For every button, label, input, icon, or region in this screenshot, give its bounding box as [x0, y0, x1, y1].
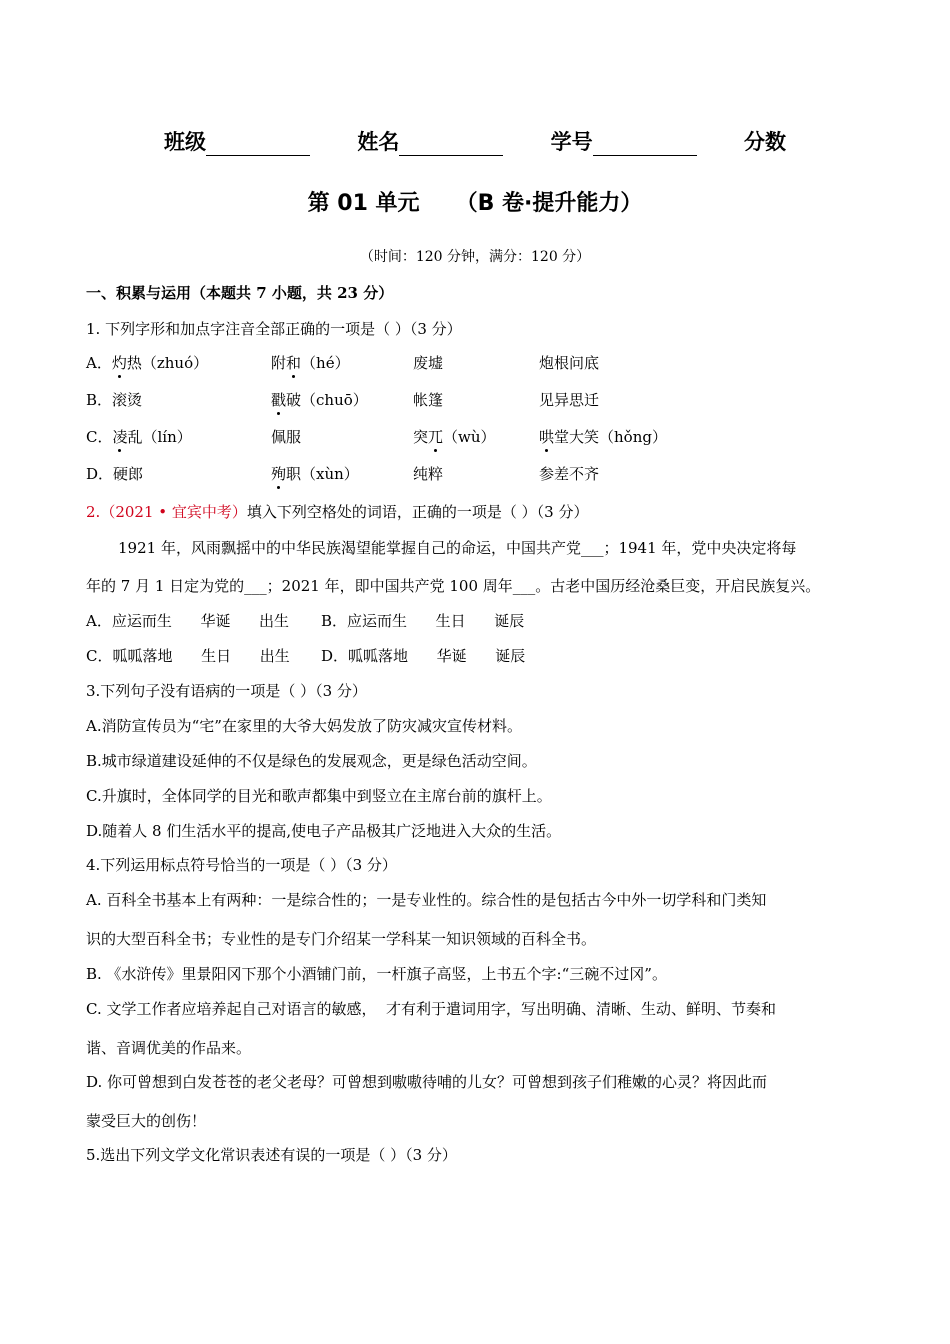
q1-option-c[interactable]: C．凌乱（lín） — [86, 428, 192, 446]
q1-a-word3: 废墟 — [413, 354, 444, 372]
q1-c-word4: 哄堂大笑（hǒng） — [539, 428, 667, 446]
q2-number: 2. — [86, 503, 101, 521]
q4-option-c-line2: 谐、音调优美的作品来。 — [86, 1039, 252, 1057]
q4-option-d-line2: 蒙受巨大的创伤！ — [86, 1112, 207, 1130]
q3-stem: 3.下列句子没有语病的一项是（ ）（3 分） — [86, 682, 367, 700]
q1-b-word2: 戳破（chuō） — [271, 391, 368, 409]
q3-option-a[interactable]: A.消防宣传员为“宅”在家里的大爷大妈发放了防灾减灾宣传材料。 — [86, 717, 522, 735]
q1-c-word3: 突兀（wù） — [413, 428, 496, 446]
q1-b-word3: 帐篷 — [413, 391, 444, 409]
q4-option-a-line1[interactable]: A. 百科全书基本上有两种：一是综合性的；一是专业性的。综合性的是包括古今中外一切学科和门类知 — [86, 891, 767, 909]
name-blank[interactable] — [399, 135, 503, 156]
q1-option-d[interactable]: D．硬郎 — [86, 465, 144, 483]
name-field: 姓名 — [357, 126, 503, 156]
time-info: （时间：120 分钟，满分：120 分） — [359, 249, 591, 265]
q1-d-word2: 殉职（xùn） — [271, 465, 359, 483]
q2-passage-line2: 年的 7 月 1 日定为党的___；2021 年，即中国共产党 100 周年___。古老中国历经沧桑巨变，开启民族复兴。 — [86, 577, 821, 595]
q1-a-word2: 附和（hé） — [271, 354, 350, 372]
page-title — [0, 186, 950, 217]
q2-source: （2021 • 宜宾中考） — [100, 503, 247, 521]
q2-option-d[interactable]: D．呱呱落地 华诞 诞辰 — [321, 647, 526, 665]
q2-passage-line1: 1921 年，风雨飘摇中的中华民族渴望能掌握自己的命运，中国共产党___；1941 年，党中央决定将每 — [118, 539, 797, 557]
q1-c-word2: 佩服 — [271, 428, 302, 446]
score-field: 分数 — [743, 130, 786, 154]
q1-d-word3: 纯粹 — [413, 465, 444, 483]
number-field: 学号 — [551, 126, 697, 156]
q2-option-c[interactable]: C．呱呱落地 生日 出生 — [86, 647, 290, 665]
q5-stem: 5.选出下列文学文化常识表述有误的一项是（ ）（3 分） — [86, 1146, 457, 1164]
q1-option-b[interactable]: B．滚烫 — [86, 391, 143, 409]
unit-title: 第 01 单元 — [307, 191, 420, 216]
q4-option-a-line2: 识的大型百科全书；专业性的是专门介绍某一学科某一知识领域的百科全书。 — [86, 930, 597, 948]
q4-option-b[interactable]: B. 《水浒传》里景阳冈下那个小酒铺门前，一杆旗子高竖，上书五个字:“三碗不过冈”。 — [86, 965, 667, 983]
q4-stem: 4.下列运用标点符号恰当的一项是（ ）（3 分） — [86, 856, 397, 874]
q4-option-d-line1[interactable]: D. 你可曾想到白发苍苍的老父老母？可曾想到嗷嗷待哺的儿女？可曾想到孩子们稚嫩的心灵？将因此而 — [86, 1073, 768, 1091]
section-heading: 一、积累与运用（本题共 7 小题，共 23 分） — [86, 284, 394, 302]
q1-stem: 1. 下列字形和加点字注音全部正确的一项是（ ）（3 分） — [86, 320, 462, 338]
q3-option-b[interactable]: B.城市绿道建设延伸的不仅是绿色的发展观念，更是绿色活动空间。 — [86, 752, 537, 770]
class-field: 班级 — [164, 126, 310, 156]
q3-option-c[interactable]: C.升旗时，全体同学的目光和歌声都集中到竖立在主席台前的旗杆上。 — [86, 787, 552, 805]
student-info-header — [0, 126, 950, 156]
volume-title: （B 卷·提升能力） — [455, 191, 643, 216]
q3-option-d[interactable]: D.随着人 8 们生活水平的提高,使电子产品极其广泛地进入大众的生活。 — [86, 822, 562, 840]
q1-a-word4: 炮根问底 — [539, 354, 600, 372]
q4-option-c-line1[interactable]: C. 文学工作者应培养起自己对语言的敏感， 才有利于遣词用字，写出明确、清晰、生动、鲜明、节奏和 — [86, 1000, 777, 1018]
q1-d-word4: 参差不齐 — [539, 465, 600, 483]
number-blank[interactable] — [593, 135, 697, 156]
q1-b-word4: 见异思迁 — [539, 391, 600, 409]
q1-option-a[interactable]: A．灼热（zhuó） — [86, 354, 209, 372]
class-blank[interactable] — [206, 135, 310, 156]
q2-option-a[interactable]: A．应运而生 华诞 出生 — [86, 612, 290, 630]
q2-stem: 2.（2021 • 宜宾中考）填入下列空格处的词语，正确的一项是（ ）（3 分） — [86, 503, 589, 521]
q2-option-b[interactable]: B．应运而生 生日 诞辰 — [321, 612, 525, 630]
